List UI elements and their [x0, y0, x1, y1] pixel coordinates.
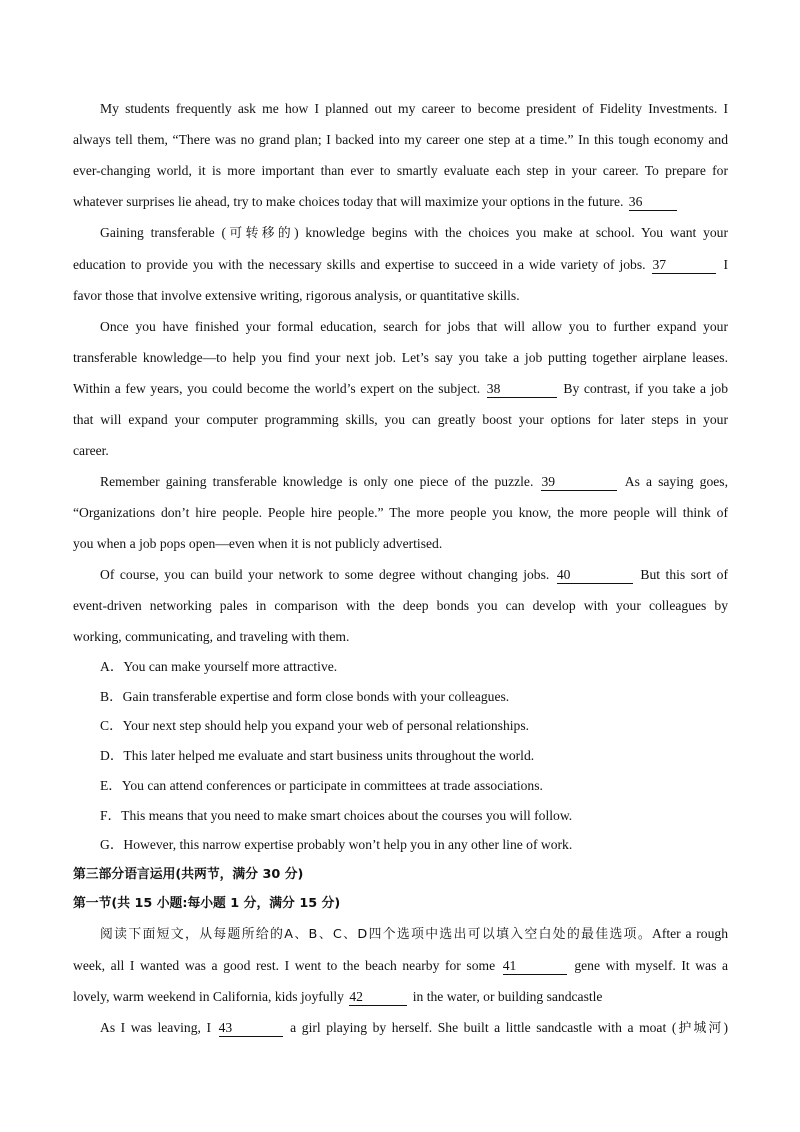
blank-42[interactable]: 42	[349, 989, 407, 1006]
chinese-gloss: 可转移的	[226, 226, 295, 241]
text-segment: ) knowledge begins with the choices you make at school. You want your	[294, 225, 728, 240]
text-line	[73, 918, 728, 950]
cloze-paragraph-2	[73, 1012, 728, 1044]
text-line: My students frequently ask me how I planned out my career to become president of Fidelity Investments. I	[100, 101, 728, 116]
text-segment: )	[723, 1019, 728, 1035]
text-segment: a girl playing by herself. She built a little sandcastle with a moat (	[290, 1019, 677, 1035]
text-segment: As I was leaving, I	[100, 1019, 212, 1035]
blank-43[interactable]: 43	[219, 1020, 283, 1037]
instruction-text: 阅读下面短文，从每题所给的A、B、C、D四个选项中选出可以填入空白处的最佳选项。	[100, 926, 653, 942]
blank-36[interactable]: 36	[629, 194, 677, 211]
text-line: that will expand your computer programming skills, you can greatly boost your options for later steps in your	[73, 412, 728, 427]
text-line: transferable knowledge—to help you find your next job. Let’s say you take a job putting together airplane leases.	[73, 350, 728, 365]
text-line	[73, 186, 728, 217]
option-c: C．Your next step should help you expand your web of personal relationships.	[100, 718, 530, 734]
paragraph-4	[73, 466, 728, 559]
part-title: 第三部分语言运用(共两节，满分 30 分)	[73, 866, 304, 882]
text-segment: whatever surprises lie ahead, try to make choices today that will maximize your options in the future.	[73, 194, 624, 209]
text-line	[73, 950, 728, 981]
document-page	[73, 93, 728, 1044]
text-segment: Of course, you can build your network to some degree without changing jobs.	[100, 567, 550, 582]
text-line	[73, 981, 728, 1012]
text-segment: After a rough	[652, 925, 728, 941]
text-line: “Organizations don’t hire people. People hire people.” The more people you know, the more people will think of	[73, 505, 728, 520]
text-line: career.	[73, 443, 109, 458]
blank-38[interactable]: 38	[487, 381, 557, 398]
text-line	[73, 217, 728, 249]
text-line	[73, 249, 728, 280]
blank-39[interactable]: 39	[541, 474, 617, 491]
paragraph-1	[73, 93, 728, 217]
text-line: working, communicating, and traveling with them.	[73, 629, 350, 644]
text-line	[73, 559, 728, 590]
text-segment: Within a few years, you could become the world’s expert on the subject.	[73, 381, 481, 396]
text-segment: I	[723, 257, 728, 272]
text-segment: gene with myself. It was a	[574, 957, 729, 973]
option-f: F．This means that you need to make smart choices about the courses you will follow.	[100, 807, 573, 823]
text-segment: Gaining transferable (	[100, 225, 227, 240]
answer-options	[73, 652, 728, 860]
paragraph-5	[73, 559, 728, 652]
text-segment: Remember gaining transferable knowledge is only one piece of the puzzle.	[100, 474, 534, 489]
text-line: Once you have finished your formal education, search for jobs that will allow you to further expand your	[100, 319, 728, 334]
text-line	[73, 373, 728, 404]
text-line: ever-changing world, it is more important than ever to smartly evaluate each step in your career. To prepare for	[73, 163, 728, 178]
text-line	[73, 1012, 728, 1044]
option-b: B．Gain transferable expertise and form close bonds with your colleagues.	[100, 688, 510, 704]
text-line: always tell them, “There was no grand plan; I backed into my career one step at a time.” In this tough economy and	[73, 132, 728, 147]
text-line: you when a job pops open—even when it is not publicly advertised.	[73, 536, 443, 551]
cloze-paragraph-1	[73, 918, 728, 1012]
text-segment: in the water, or building sandcastle	[412, 988, 603, 1004]
blank-41[interactable]: 41	[503, 958, 567, 975]
chinese-gloss: 护城河	[676, 1020, 724, 1036]
text-segment: By contrast, if you take a job	[563, 381, 728, 396]
text-line	[73, 466, 728, 497]
paragraph-2	[73, 217, 728, 311]
option-g: G．However, this narrow expertise probably won’t help you in any other line of work.	[100, 837, 573, 853]
option-d: D．This later helped me evaluate and start business units throughout the world.	[100, 748, 535, 764]
option-e: E．You can attend conferences or participate in committees at trade associations.	[100, 777, 543, 793]
text-segment: week, all I wanted was a good rest. I went to the beach nearby for some	[73, 957, 496, 973]
text-line: event-driven networking pales in comparison with the deep bonds you can develop with your colleagues by	[73, 598, 728, 613]
text-line: favor those that involve extensive writing, rigorous analysis, or quantitative skills.	[73, 288, 520, 303]
blank-40[interactable]: 40	[557, 567, 633, 584]
paragraph-3	[73, 311, 728, 466]
text-segment: But this sort of	[640, 567, 728, 582]
option-a: A．You can make yourself more attractive.	[100, 659, 338, 674]
section-title: 第一节(共 15 小题:每小题 1 分，满分 15 分)	[73, 895, 341, 911]
text-segment: education to provide you with the necessary skills and expertise to succeed in a wide variety of jobs.	[73, 257, 646, 272]
text-segment: lovely, warm weekend in California, kids joyfully	[73, 988, 344, 1004]
text-segment: As a saying goes,	[624, 474, 728, 489]
blank-37[interactable]: 37	[652, 257, 716, 274]
